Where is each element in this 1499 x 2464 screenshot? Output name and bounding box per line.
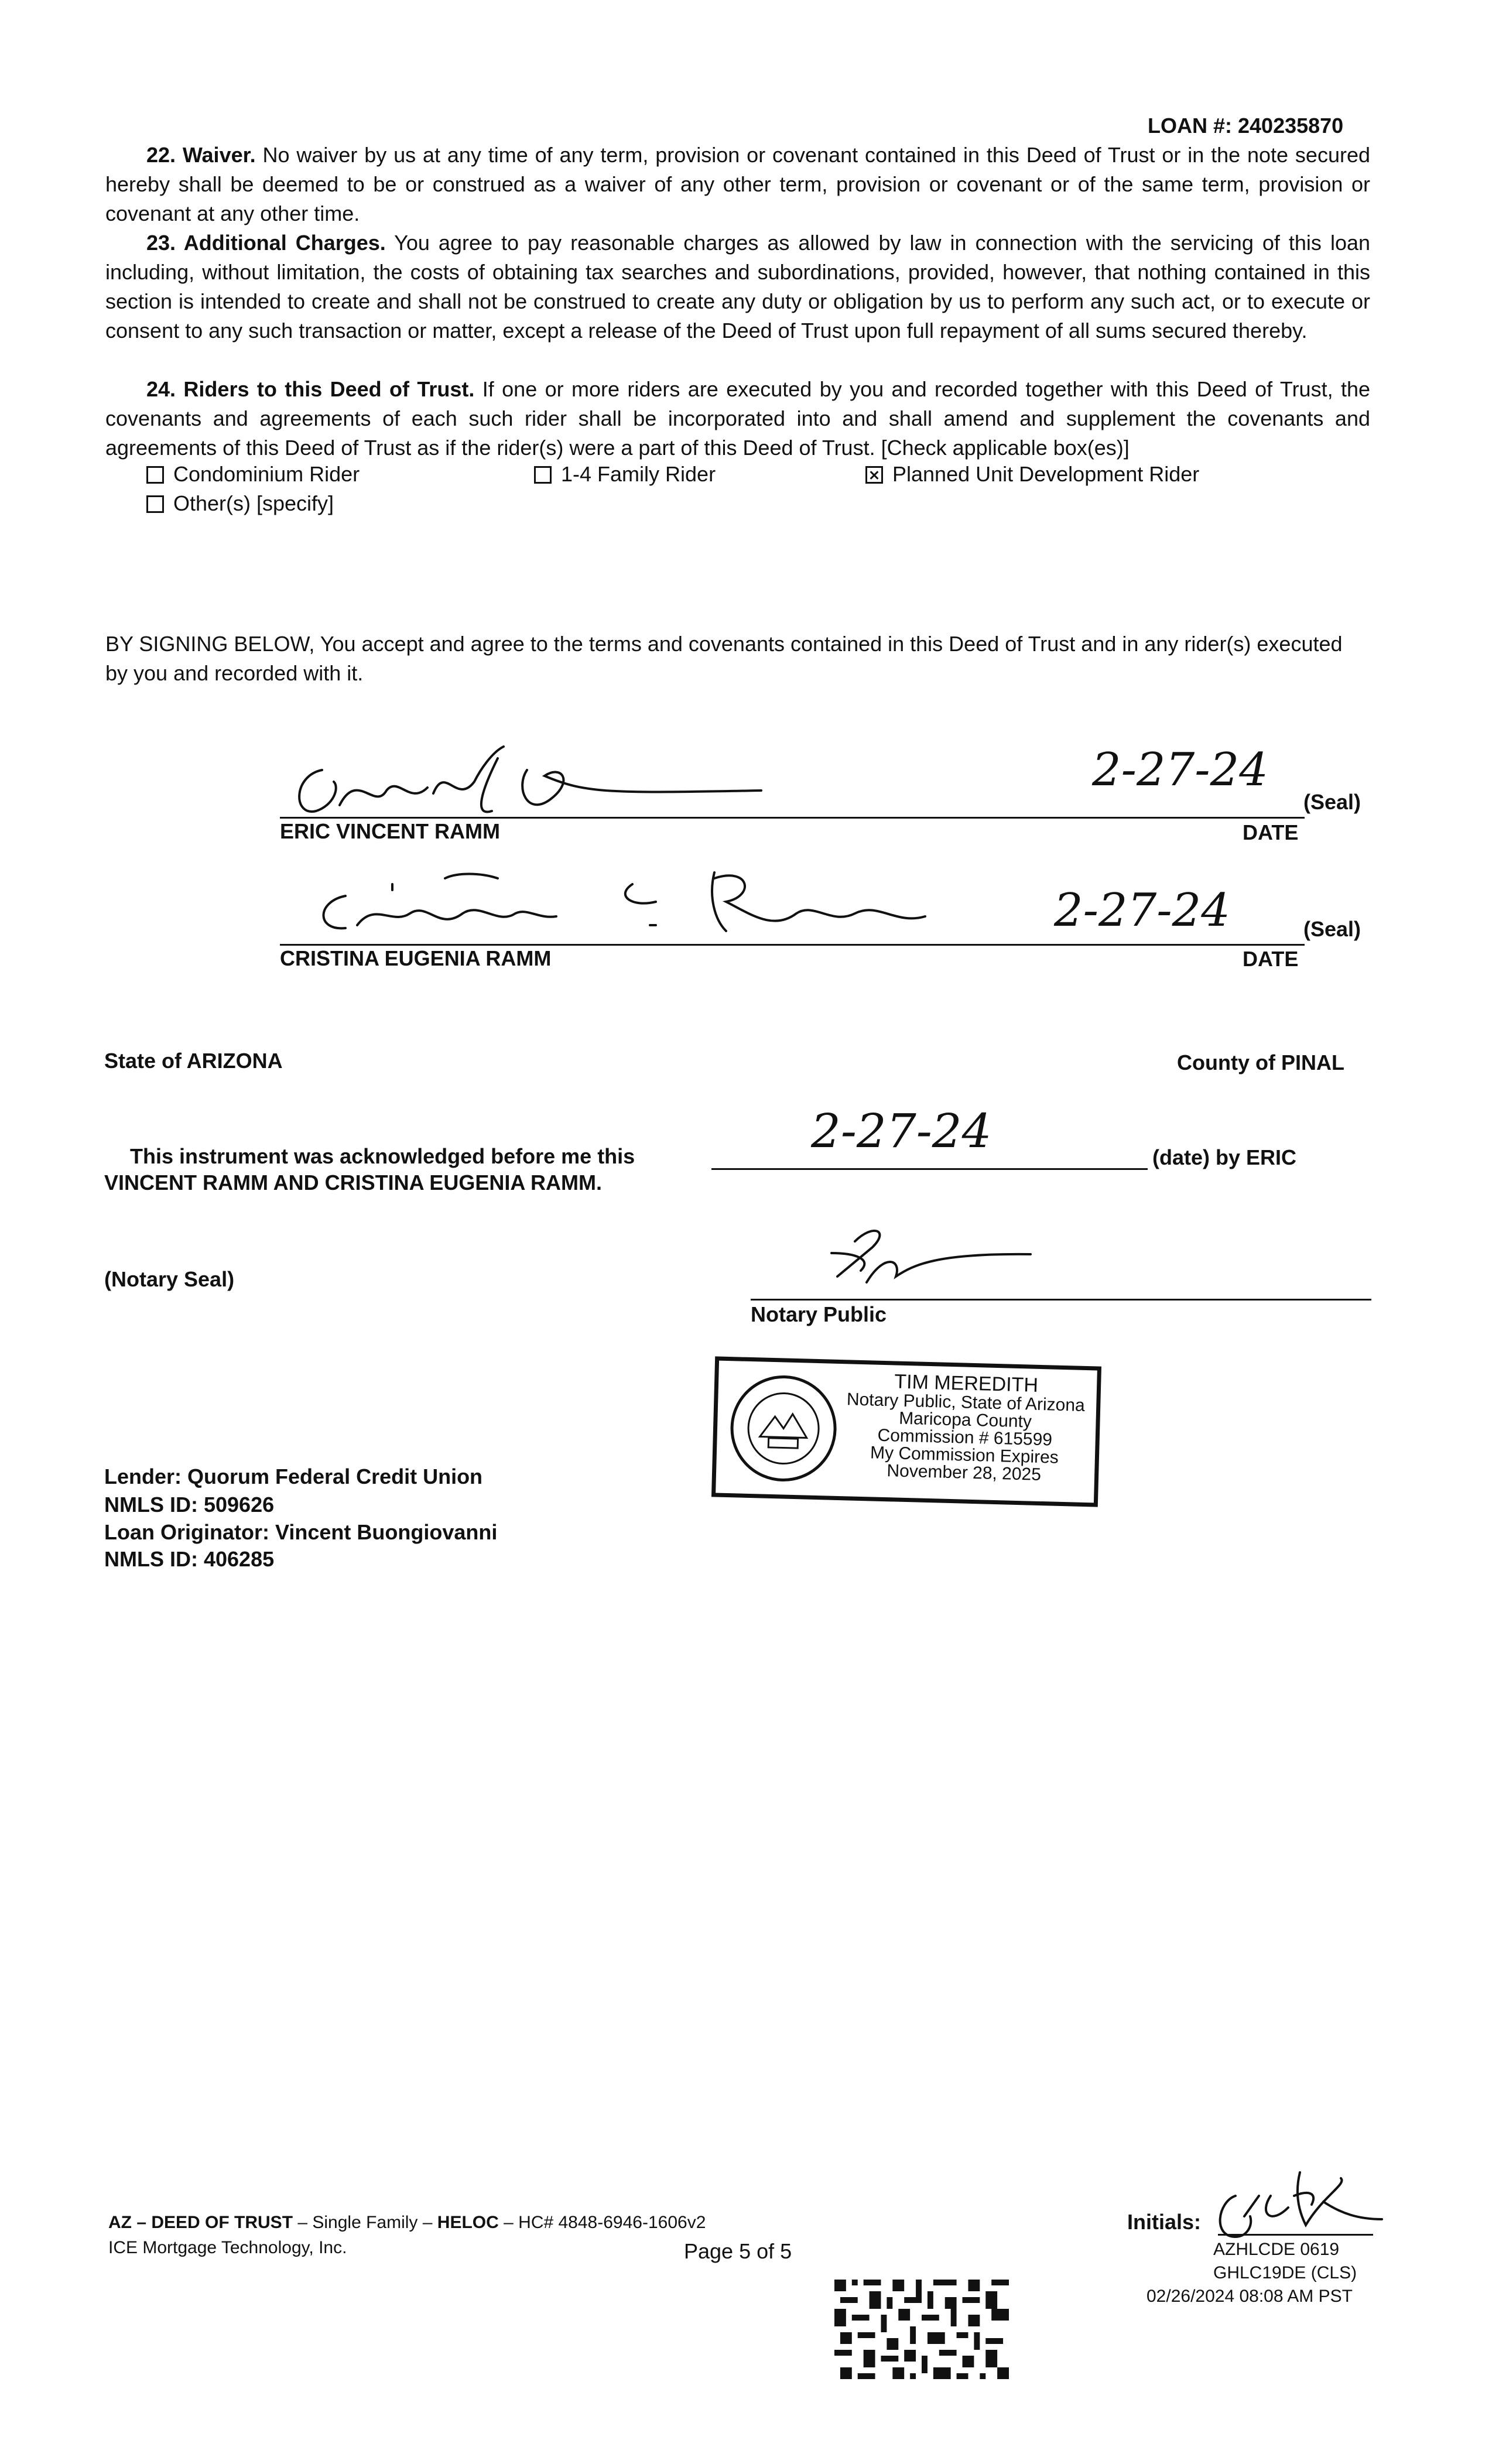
notary-seal-label: (Notary Seal) [104, 1267, 235, 1291]
rider-pud[interactable]: Planned Unit Development Rider [865, 460, 1199, 489]
form-code-1: AZHLCDE 0619 [1213, 2240, 1340, 2259]
checked-checkbox-icon[interactable] [865, 466, 883, 484]
section-heading: 23. Additional Charges. [146, 231, 386, 255]
stamp-line: My Commission Expires [870, 1443, 1059, 1467]
loan-originator: Loan Originator: Vincent Buongiovanni [104, 1520, 498, 1544]
notary-public-label: Notary Public [751, 1302, 887, 1326]
acknowledgment-line2: VINCENT RAMM AND CRISTINA EUGENIA RAMM. [104, 1171, 602, 1195]
ack-date-handwritten: 2-27-24 [811, 1104, 992, 1158]
originator-nmls: NMLS ID: 406285 [104, 1547, 275, 1571]
signed-date-handwritten: 2-27-24 [1092, 744, 1268, 796]
arizona-state-seal-icon [727, 1371, 841, 1486]
form-code-2: GHLC19DE (CLS) [1213, 2263, 1357, 2282]
checkbox-icon[interactable] [146, 495, 164, 513]
stamp-line: Notary Public, State of Arizona [846, 1390, 1086, 1415]
signature-cristina [304, 861, 995, 949]
notary-county: County of PINAL [1177, 1050, 1344, 1074]
section-additional-charges [105, 228, 1370, 345]
stamp-name: TIM MEREDITH [894, 1370, 1039, 1397]
date-label: DATE [1243, 947, 1299, 971]
signature-eric [281, 735, 785, 829]
signer-name: CRISTINA EUGENIA RAMM [280, 946, 552, 970]
section-riders [105, 375, 1370, 463]
initials-line [1218, 2234, 1373, 2236]
signer-name: ERIC VINCENT RAMM [280, 819, 500, 843]
checkbox-icon[interactable] [146, 466, 164, 484]
checkbox-icon[interactable] [534, 466, 552, 484]
section-text: If one or more riders are executed by you and recorded together with this Deed of Trust, the covenants and agreements of each such rider shall be incorporated into and shall amend and supplement the covenants and agreements of this Deed of Trust as if the rider(s) were a part of this Deed of Trust. [Check applicable box(es)] [105, 377, 1371, 460]
notary-signature [820, 1218, 1042, 1306]
stamp-line: Maricopa County [898, 1408, 1032, 1432]
seal-label: (Seal) [1303, 917, 1361, 941]
section-heading: 22. Waiver. [146, 143, 256, 167]
stamp-line: November 28, 2025 [887, 1461, 1042, 1485]
section-heading: 24. Riders to this Deed of Trust. [146, 377, 475, 401]
rider-1-4-family[interactable]: 1-4 Family Rider [534, 460, 716, 489]
section-text: You agree to pay reasonable charges as allowed by law in connection with the servicing of this loan including, without limitation, the costs of obtaining tax searches and subordinations, provided, however, that nothing contained in this section is intended to create and shall not be construed to create any duty or obligation by us to perform any such act, or to execute or consent to any such transaction or matter, except a release of the Deed of Trust upon full repayment of all sums secured thereby. [105, 231, 1371, 343]
rider-other[interactable]: Other(s) [specify] [146, 489, 334, 518]
date-label: DATE [1243, 820, 1299, 844]
form-timestamp: 02/26/2024 08:08 AM PST [1147, 2287, 1353, 2306]
signing-statement: BY SIGNING BELOW, You accept and agree to the terms and covenants contained in this Deed of Trust and in any rider(s) executed by you and recorded with it. [105, 632, 1343, 685]
rider-condominium[interactable]: Condominium Rider [146, 460, 360, 489]
form-title: AZ – DEED OF TRUST – Single Family – HELOC – HC# 4848-6946-1606v2 [108, 2213, 706, 2232]
stamp-line: Commission # 615599 [877, 1425, 1053, 1450]
lender-nmls: NMLS ID: 509626 [104, 1493, 275, 1517]
acknowledgment-end: (date) by ERIC [1152, 1145, 1297, 1169]
lender-name: Lender: Quorum Federal Credit Union [104, 1464, 483, 1488]
seal-label: (Seal) [1303, 790, 1361, 814]
acknowledgment-start: This instrument was acknowledged before me this [130, 1144, 635, 1168]
loan-number: LOAN #: 240235870 [1148, 114, 1344, 138]
page-number: Page 5 of 5 [684, 2239, 792, 2263]
signed-date-handwritten: 2-27-24 [1054, 884, 1230, 937]
ack-date-line [711, 1168, 1148, 1170]
barcode-icon [834, 2280, 1009, 2379]
notary-stamp [711, 1356, 1101, 1507]
company-name: ICE Mortgage Technology, Inc. [108, 2238, 347, 2257]
notary-state: State of ARIZONA [104, 1049, 283, 1073]
initials-label: Initials: [1127, 2210, 1202, 2234]
section-waiver [105, 141, 1370, 228]
section-text: No waiver by us at any time of any term, provision or covenant contained in this Deed of Trust or in the note secured hereby shall be deemed to be or construed as a waiver of any other term, provision or covenant or of the same term, provision or covenant at any other time. [105, 143, 1370, 225]
